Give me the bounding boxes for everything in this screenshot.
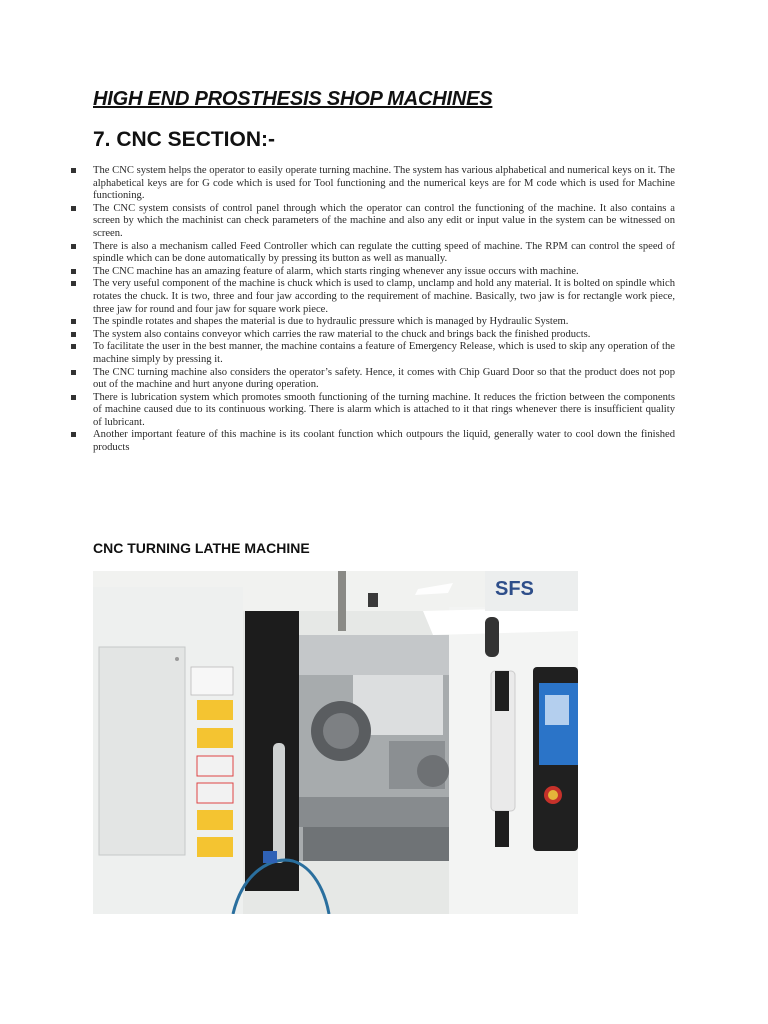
square-bullet-icon — [71, 281, 76, 286]
square-bullet-icon — [71, 206, 76, 211]
cnc-machine-photo — [93, 571, 578, 914]
image-caption-heading: CNC TURNING LATHE MACHINE — [93, 540, 310, 556]
square-bullet-icon — [71, 269, 76, 274]
list-item — [71, 429, 675, 454]
list-item — [71, 241, 675, 266]
list-item — [71, 203, 675, 241]
list-item — [71, 165, 675, 203]
list-item-text: The very useful component of the machine is chuck which is used to clamp, unclamp and hold any material. It is bolted on spindle which rotates the chuck. It is two, three and four jaw according to the requirement of machine. Basically, two jaw is for rectangle work piece, three jaw for round and four jaw for square work piece. — [93, 278, 675, 315]
list-item-text: The CNC turning machine also considers the operator’s safety. Hence, it comes with Chip Guard Door so that the product does not pop out of the machine and hurt anyone during operation. — [93, 366, 675, 391]
document-title: HIGH END PROSTHESIS SHOP MACHINES — [93, 88, 493, 110]
list-item — [71, 316, 675, 329]
cnc-machine-illustration — [93, 571, 578, 914]
list-item-text: The spindle rotates and shapes the material is due to hydraulic pressure which is managed by Hydraulic System. — [93, 316, 569, 328]
list-item-text: The CNC system helps the operator to easily operate turning machine. The system has various alphabetical and numerical keys on it. The alphabetical keys are for G code which is used for Tool functioning and the numerical keys are for M code which is used for Machine functioning. — [93, 165, 675, 202]
square-bullet-icon — [71, 332, 76, 337]
list-item — [71, 266, 675, 279]
list-item-text: The system also contains conveyor which carries the raw material to the chuck and brings back the finished products. — [93, 328, 591, 340]
list-item-text: To facilitate the user in the best manner, the machine contains a feature of Emergency Release, which is used to skip any operation of the machine simply by pressing it. — [93, 341, 675, 365]
list-item — [71, 341, 675, 366]
square-bullet-icon — [71, 319, 76, 324]
square-bullet-icon — [71, 370, 76, 375]
square-bullet-icon — [71, 244, 76, 249]
section-heading: 7. CNC SECTION:- — [93, 128, 276, 151]
square-bullet-icon — [71, 168, 76, 173]
list-item-text: There is lubrication system which promotes smooth functioning of the turning machine. It reduces the friction between the components of machine caused due to its continuous working. There is alarm which is attached to it that rings whenever there is insufficient quality of lubricant. — [93, 391, 675, 428]
square-bullet-icon — [71, 395, 76, 400]
list-item-text: Another important feature of this machine is its coolant function which outpours the liquid, generally water to cool down the finished products — [93, 429, 675, 454]
square-bullet-icon — [71, 344, 76, 349]
list-item-text: The CNC system consists of control panel through which the operator can control the functioning of the machine. It also contains a screen by which the machinist can check parameters of the machine and also any edit or input value in the system can be witnessed on screen. — [93, 202, 675, 239]
list-item — [71, 392, 675, 430]
list-item-text: The CNC machine has an amazing feature of alarm, which starts ringing whenever any issue occurs with machine. — [93, 265, 579, 277]
square-bullet-icon — [71, 432, 76, 437]
list-item — [71, 367, 675, 392]
list-item — [71, 329, 675, 342]
bullet-list — [71, 165, 675, 455]
list-item — [71, 278, 675, 316]
brand-logo-text: SFS — [495, 578, 534, 600]
list-item-text: There is also a mechanism called Feed Controller which can regulate the cutting speed of machine. The RPM can control the speed of spindle which can be done automatically by pressing its button as well as manually. — [93, 240, 675, 265]
